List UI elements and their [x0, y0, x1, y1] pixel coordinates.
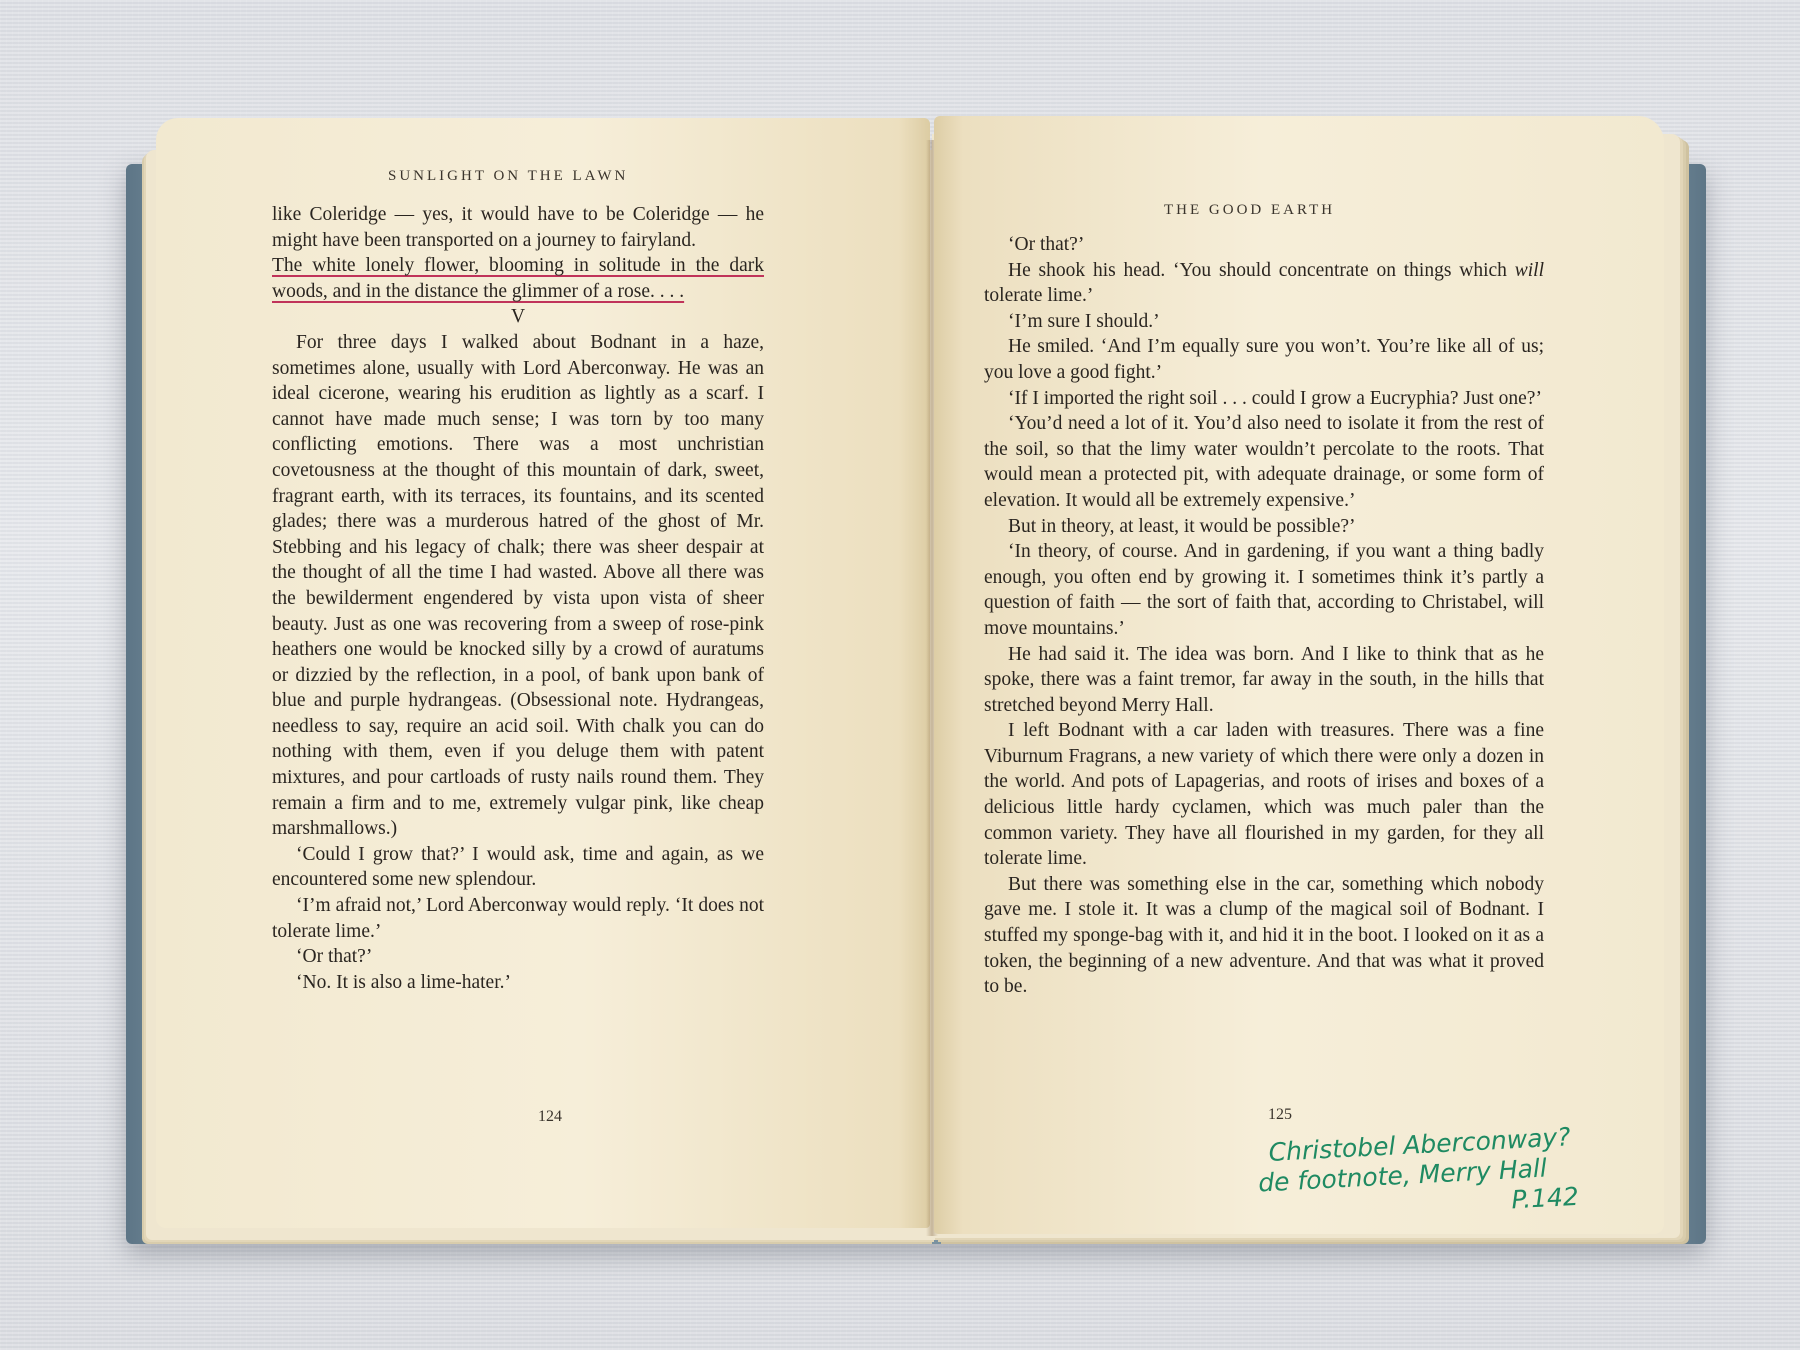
- italic-text-run: will: [1514, 259, 1544, 281]
- paragraph: ‘Could I grow that?’ I would ask, time and again, as we encountered some new splendour.: [272, 843, 764, 891]
- paragraph: ‘Or that?’: [1008, 234, 1085, 255]
- paragraph: [984, 258, 1544, 309]
- right-running-head: THE GOOD EARTH: [1164, 202, 1336, 218]
- left-page: [156, 118, 930, 1228]
- right-page-number: 125: [1268, 1106, 1292, 1123]
- text-run: He shook his head. ‘You should concentrate on things which: [1008, 259, 1515, 281]
- paragraph: ‘You’d need a lot of it. You’d also need to isolate it from the rest of the soil, so that the limy water wouldn’t percolate to the roots. That would mean a protected pit, with adequate drainage, or some form of elevation. It would all be extremely expensive.’: [984, 413, 1544, 511]
- paragraph: ‘No. It is also a lime-hater.’: [296, 971, 511, 993]
- paragraph: ‘Or that?’: [296, 946, 373, 968]
- annotation-line: P.142: [1510, 1181, 1580, 1215]
- left-running-head: SUNLIGHT ON THE LAWN: [388, 168, 629, 184]
- paragraph: ‘I’m sure I should.’: [1008, 310, 1160, 332]
- paragraph: I left Bodnant with a car laden with treasures. There was a fine Viburnum Fragrans, a new variety of which there were only a dozen in the world. And pots of Lapagerias, and roots of irises and boxes of a delicious little hardy cyclamen, which was much paler than the common variety. They have all flourished in my garden, for they all tolerate lime.: [984, 720, 1544, 870]
- paragraph: But there was something else in the car, something which nobody gave me. I stole it. It was a clump of the magical soil of Bodnant. I stuffed my sponge-bag with it, and hid it in the boot. I looked on it as a token, the beginning of a new adventure. And that was what it proved to be.: [984, 873, 1544, 998]
- paragraph: ‘In theory, of course. And in gardening, if you want a thing badly enough, you often end by growing it. I sometimes think it’s partly a question of faith — the sort of faith that, according to Christabel, will move mountains.’: [984, 541, 1544, 639]
- annotation-line: de footnote, Merry Hall: [1257, 1153, 1548, 1198]
- annotation-line: Christobel Aberconway?: [1267, 1122, 1572, 1167]
- right-page: [934, 116, 1664, 1234]
- paragraph: But in theory, at least, it would be possible?’: [1008, 515, 1356, 537]
- paragraph: He had said it. The idea was born. And I like to think that as he spoke, there was a faint tremor, far away in the south, in the hills that stretched beyond Merry Hall.: [984, 643, 1544, 716]
- left-page-number: 124: [538, 1108, 562, 1125]
- right-page-text: [984, 232, 1544, 1000]
- paragraph: ‘I’m afraid not,’ Lord Aberconway would reply. ‘It does not tolerate lime.’: [272, 895, 764, 942]
- underlined-passage: The white lonely flower, blooming in solitude in the dark woods, and in the distance the glimmer of a rose. . . .: [272, 255, 764, 302]
- paragraph: ‘If I imported the right soil . . . could I grow a Eucryphia? Just one?’: [1008, 387, 1542, 409]
- left-page-text: [272, 202, 764, 995]
- paragraph: He smiled. ‘And I’m equally sure you won’t. You’re like all of us; you love a good fight.’: [984, 336, 1544, 383]
- section-numeral: V: [510, 306, 526, 328]
- paragraph: For three days I walked about Bodnant in a haze, sometimes alone, usually with Lord Aberconway. He was an ideal cicerone, wearing his erudition as lightly as a scarf. I cannot have made much sense; I was torn by too many conflicting emotions. There was a most unchristian covetousness at the thought of this mountain of dark, sweet, fragrant earth, with its terraces, its fountains, and its scented glades; there was a murderous hatred of the ghost of Mr. Stebbing and his legacy of chalk; there was sheer despair at the thought of all the time I had wasted. Above all there was the bewilderment engendered by vista upon vista of sheer beauty. Just as one was recovering from a sweep of rose-pink heathers one would be knocked silly by a crowd of auratums or dizzied by the reflection, in a pool, of bank upon bank of blue and purple hydrangeas. (Obsessional note. Hydrangeas, needless to say, require an acid soil. With chalk you can do nothing with them, even if you deluge them with patent mixtures, and pour cartloads of rusty nails round them. They remain a firm and to me, extremely vulgar pink, like cheap marshmallows.): [272, 331, 764, 840]
- paragraph: like Coleridge — yes, it would have to be Coleridge — he might have been transported on a journey to fairyland.: [272, 204, 764, 251]
- text-run: tolerate lime.’: [984, 285, 1094, 307]
